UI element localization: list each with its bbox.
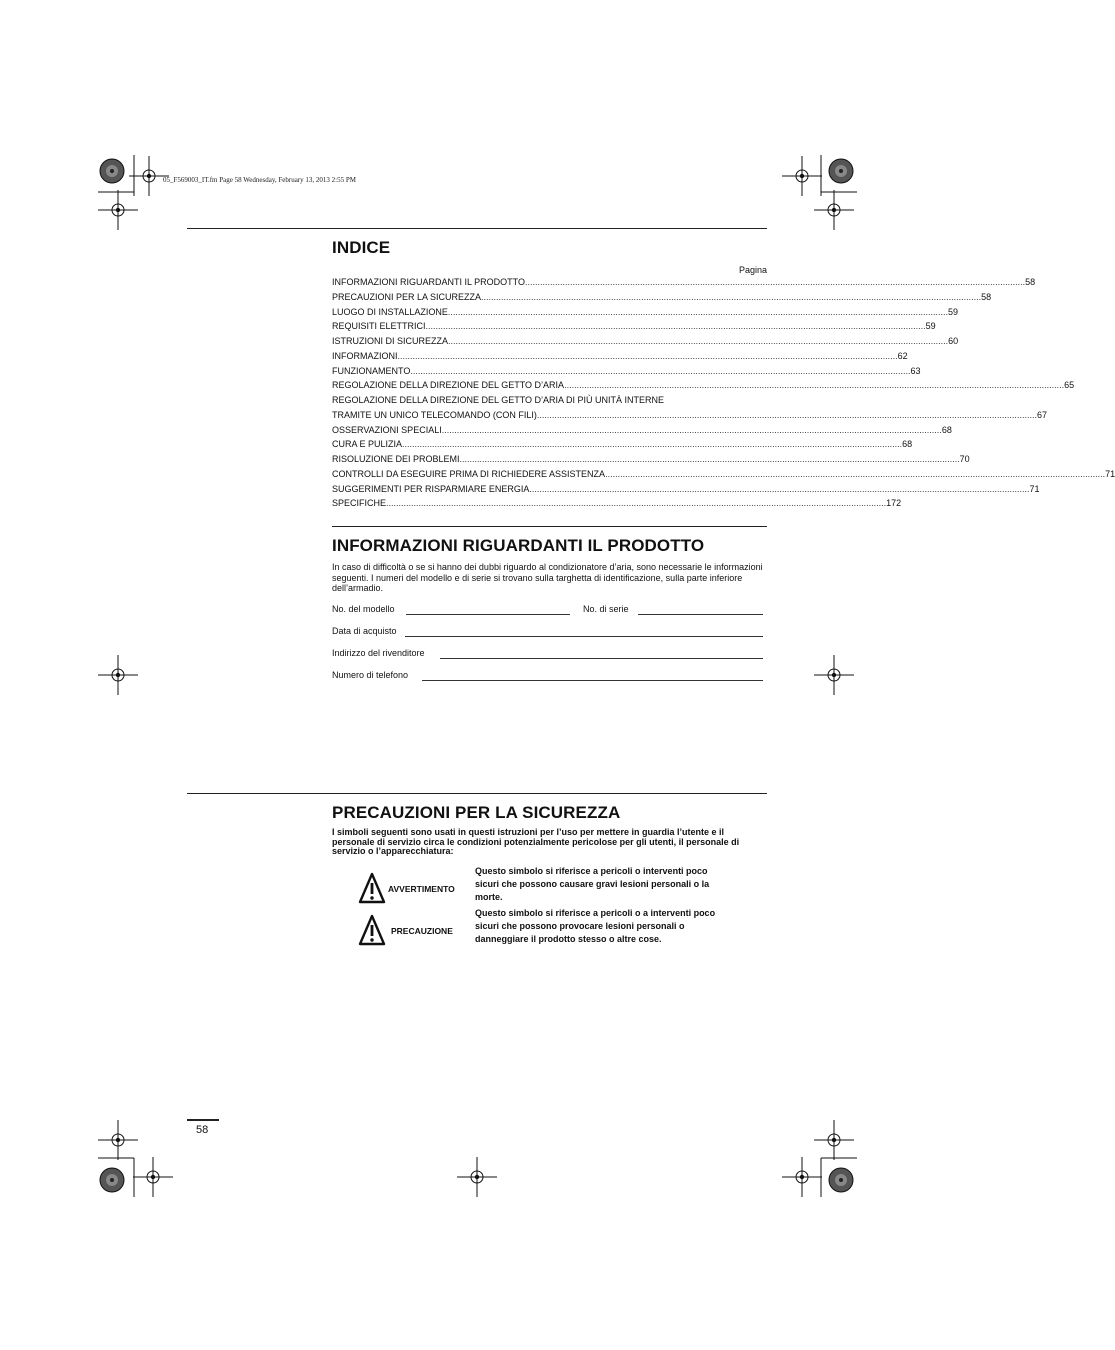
model-label: No. del modello <box>332 604 395 614</box>
toc-entry[interactable] <box>332 321 936 332</box>
file-header-meta: 05_F569003_IT.fm Page 58 Wednesday, February 13, 2013 2:55 PM <box>163 176 356 184</box>
dealer-address-label: Indirizzo del rivenditore <box>332 648 425 658</box>
toc-entry[interactable] <box>332 291 992 302</box>
toc-entry[interactable] <box>332 380 1075 391</box>
toc-entry[interactable] <box>332 498 902 509</box>
safety-title: PRECAUZIONI PER LA SICUREZZA <box>332 803 621 822</box>
toc-entry-label: REQUISITI ELETTRICI <box>332 321 426 332</box>
toc-leader-dots: ........................................................................................................................................................................................................ <box>525 277 1026 287</box>
serial-label: No. di serie <box>583 604 629 614</box>
toc-page-column-label: Pagina <box>738 265 767 275</box>
toc-entry-label: RISOLUZIONE DEI PROBLEMI <box>332 454 460 464</box>
purchase-date-field[interactable] <box>405 636 763 637</box>
toc-entry-label: SUGGERIMENTI PER RISPARMIARE ENERGIA <box>332 483 530 494</box>
warning-label: AVVERTIMENTO <box>388 884 455 894</box>
dealer-address-field[interactable] <box>440 658 763 659</box>
toc-entry[interactable] <box>332 277 1036 287</box>
safety-top-rule <box>187 793 767 794</box>
page-number-rule <box>187 1119 219 1121</box>
caution-symbol <box>358 914 468 950</box>
warning-symbol <box>358 872 468 908</box>
toc-entry[interactable] <box>332 439 913 450</box>
caution-description: Questo simbolo si riferisce a pericoli o a interventi poco sicuri che possono provocare lesioni personali o danneggiare il prodotto stesso o altre cose. <box>475 908 716 944</box>
phone-field[interactable] <box>422 680 763 681</box>
toc-entry-page: 71 <box>1105 468 1115 479</box>
toc-leader-dots: ........................................................................................................................................................................................................ <box>397 350 898 361</box>
toc-entry-page: 59 <box>947 306 958 317</box>
toc-entry-label: INFORMAZIONI RIGUARDANTI IL PRODOTTO <box>332 277 526 287</box>
toc-leader-dots: ........................................................................................................................................................................................................ <box>605 468 1106 479</box>
toc-entry-label: FUNZIONAMENTO <box>332 365 411 376</box>
toc-entry-page: 70 <box>959 454 970 464</box>
toc-entry-label: OSSERVAZIONI SPECIALI <box>332 424 442 435</box>
toc-entry[interactable] <box>332 468 1115 479</box>
toc-entry-label: LUOGO DI INSTALLAZIONE <box>332 306 448 317</box>
toc-entry-label: ISTRUZIONI DI SICUREZZA <box>332 336 449 346</box>
model-field[interactable] <box>406 614 570 615</box>
toc-leader-dots: ........................................................................................................................................................................................................ <box>447 306 948 317</box>
toc-entry[interactable] <box>332 424 952 435</box>
toc-entry-page: 58 <box>981 291 992 302</box>
toc-leader-dots: ........................................................................................................................................................................................................ <box>441 424 942 435</box>
serial-field[interactable] <box>638 614 763 615</box>
toc-leader-dots: ........................................................................................................................................................................................................ <box>425 321 926 332</box>
purchase-date-label: Data di acquisto <box>332 626 397 636</box>
toc-leader-dots: ........................................................................................................................................................................................................ <box>402 439 903 450</box>
toc-entry[interactable] <box>332 409 1047 420</box>
toc-entry-page: 59 <box>925 321 936 332</box>
toc-entry-label: REGOLAZIONE DELLA DIREZIONE DEL GETTO D’ARIA <box>332 380 565 391</box>
toc-entry[interactable] <box>332 365 921 376</box>
toc-entry-label: CURA E PULIZIA <box>332 439 403 450</box>
toc-entry[interactable] <box>332 395 767 405</box>
toc-entry-label: SPECIFICHE <box>332 498 387 509</box>
toc-leader-dots: ........................................................................................................................................................................................................ <box>564 380 1065 391</box>
toc-leader-dots: ........................................................................................................................................................................................................ <box>448 336 949 346</box>
toc-entry-label: REGOLAZIONE DELLA DIREZIONE DEL GETTO D’ARIA DI PIÙ UNITÀ INTERNE <box>332 395 665 405</box>
caution-label: PRECAUZIONE <box>391 926 453 936</box>
page-number: 58 <box>196 1124 209 1136</box>
toc-entry-page: 67 <box>1036 409 1047 420</box>
toc-entry-page: 65 <box>1064 380 1075 391</box>
safety-intro: I simboli seguenti sono usati in questi istruzioni per l’uso per mettere in guardia l’utente e il personale di servizio circa le condizioni potenzialmente pericolose per gli utenti, il personale di servizio o l’apparecchiatura: <box>332 827 740 857</box>
toc-entry[interactable] <box>332 483 1040 494</box>
toc-entry-label: INFORMAZIONI <box>332 350 398 361</box>
toc-leader-dots: ........................................................................................................................................................................................................ <box>536 409 1037 420</box>
toc-entry[interactable] <box>332 306 958 317</box>
toc-entry-page: 60 <box>948 336 959 346</box>
caution-triangle-icon <box>358 914 386 946</box>
top-rule <box>187 228 767 229</box>
toc-entry-page: 63 <box>910 365 921 376</box>
toc-leader-dots: ........................................................................................................................................................................................................ <box>529 483 1030 494</box>
toc-entry-page: 58 <box>1025 277 1036 287</box>
toc-entry-page: 68 <box>941 424 952 435</box>
product-info-intro: In caso di difficoltà o se si hanno dei dubbi riguardo al condizionatore d’aria, sono necessarie le informazioni seguenti. I numeri del modello e di serie si trovano sulla targhetta di identificazione, sulla parte inferiore dell’armadio. <box>332 562 763 593</box>
index-title: INDICE <box>332 238 391 257</box>
toc-entry-label: TRAMITE UN UNICO TELECOMANDO (CON FILI) <box>332 409 537 420</box>
toc-entry-page: 68 <box>902 439 913 450</box>
toc-entry-label: PRECAUZIONI PER LA SICUREZZA <box>332 291 482 302</box>
toc-leader-dots: ........................................................................................................................................................................................................ <box>459 454 960 464</box>
toc-entry-page: 71 <box>1029 483 1040 494</box>
toc-entry-page: 62 <box>897 350 908 361</box>
index-bottom-rule <box>332 526 767 527</box>
toc-leader-dots: ........................................................................................................................................................................................................ <box>410 365 911 376</box>
toc-leader-dots: ........................................................................................................................................................................................................ <box>481 291 982 302</box>
warning-description: Questo simbolo si riferisce a pericoli o interventi poco sicuri che possono causare gravi lesioni personali o la morte. <box>475 866 710 902</box>
toc-entry[interactable] <box>332 350 908 361</box>
phone-label: Numero di telefono <box>332 670 409 680</box>
product-info-title: INFORMAZIONI RIGUARDANTI IL PRODOTTO <box>332 536 705 555</box>
toc-entry[interactable] <box>332 336 959 346</box>
warning-triangle-icon <box>358 872 386 904</box>
toc-entry[interactable] <box>332 454 970 464</box>
toc-entry-page: 172 <box>886 498 902 509</box>
toc-leader-dots: ........................................................................................................................................................................................................ <box>386 498 887 509</box>
toc-entry-label: CONTROLLI DA ESEGUIRE PRIMA DI RICHIEDERE ASSISTENZA <box>332 468 606 479</box>
